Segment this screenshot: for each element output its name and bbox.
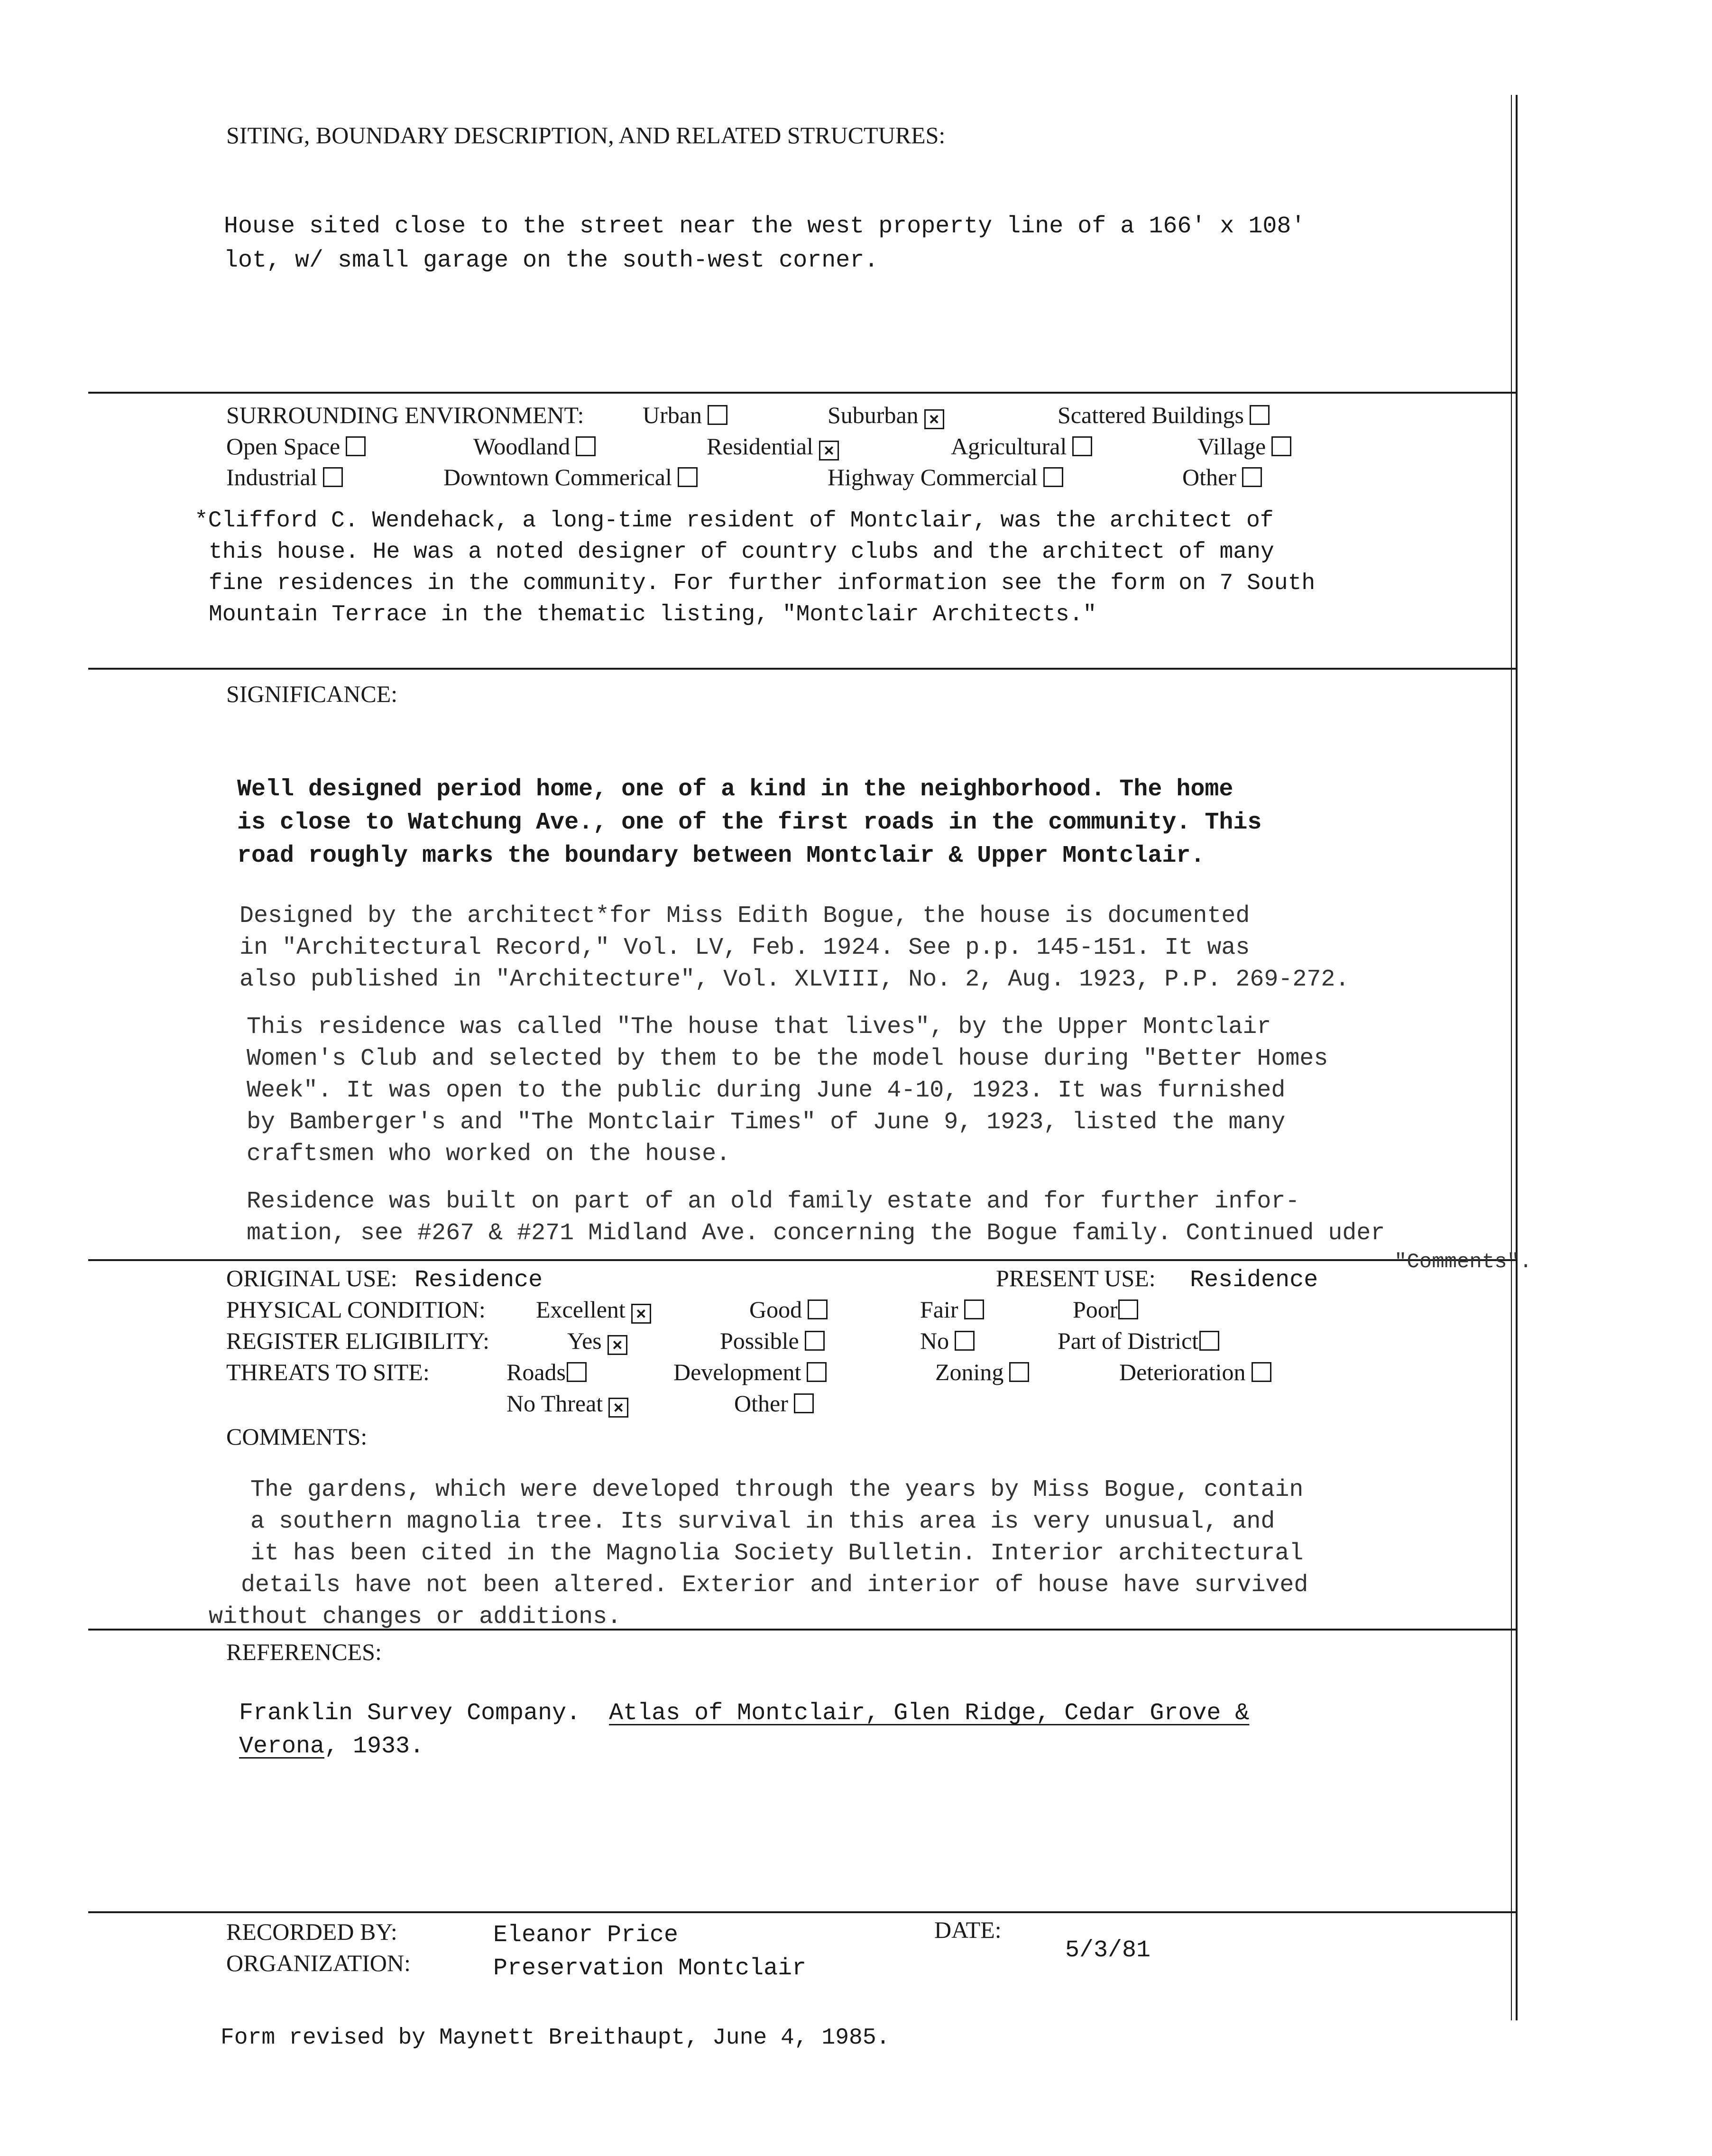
present-use (996, 1262, 1318, 1296)
comments-text (209, 1474, 1308, 1633)
condition-poor: Poor (1073, 1294, 1138, 1325)
checkbox-industrial[interactable] (323, 467, 343, 487)
eligibility-yes: Yes × (567, 1325, 627, 1356)
condition-label: PHYSICAL CONDITION: (226, 1296, 486, 1323)
checkbox-scattered-buildings[interactable] (1250, 405, 1270, 425)
env-scattered: Scattered Buildings (1058, 399, 1270, 431)
eligibility-label: REGISTER ELIGIBILITY: (226, 1327, 490, 1354)
significance-line: Residence was built on part of an old family estate and for further infor- (247, 1188, 1300, 1215)
significance-line: road roughly marks the boundary between Montclair & Upper Montclair. (237, 842, 1205, 869)
significance-para-3 (247, 1011, 1328, 1170)
condition-excellent: Excellent × (536, 1294, 651, 1325)
env-open-space: Open Space (226, 431, 366, 462)
threat-roads: Roads (506, 1356, 587, 1388)
organization-label: ORGANIZATION: (226, 1950, 411, 1976)
reference-entry (239, 1697, 1249, 1763)
checkbox-yes[interactable]: × (607, 1335, 627, 1355)
divider-footer (88, 1911, 1518, 1913)
condition-good: Good (749, 1294, 828, 1325)
significance-para-1 (237, 773, 1261, 873)
siting-text (224, 210, 1305, 278)
checkbox-suburban[interactable]: × (924, 409, 944, 429)
significance-line: mation, see #267 & #271 Midland Ave. concerning the Bogue family. Continued uder (247, 1220, 1385, 1247)
checkbox-residential[interactable]: × (819, 441, 839, 461)
comments-line: without changes or additions. (209, 1603, 622, 1631)
right-border-line (1516, 95, 1518, 2020)
architect-note-line: *Clifford C. Wendehack, a long-time resident of Montclair, was the architect of (194, 508, 1274, 534)
significance-para-2 (239, 900, 1349, 995)
recorded-by-label: RECORDED BY: (226, 1918, 397, 1945)
reference-title-cont: Verona (239, 1733, 325, 1760)
checkbox-development[interactable] (807, 1362, 827, 1382)
date-value: 5/3/81 (1065, 1937, 1151, 1964)
architect-note-line: this house. He was a noted designer of country clubs and the architect of many (209, 539, 1274, 565)
siting-heading: SITING, BOUNDARY DESCRIPTION, AND RELATED STRUCTURES: (226, 122, 946, 148)
comments-line: a southern magnolia tree. Its survival in this area is very unusual, and (250, 1508, 1275, 1535)
checkbox-excellent[interactable]: × (631, 1304, 651, 1324)
env-urban: Urban (643, 399, 727, 431)
checkbox-village[interactable] (1271, 436, 1291, 456)
reference-year: , 1933. (324, 1733, 424, 1760)
divider-significance (88, 668, 1518, 670)
architect-note-line: fine residences in the community. For further information see the form on 7 South (209, 571, 1316, 596)
original-use-value: Residence (414, 1267, 543, 1294)
significance-para-4 (247, 1186, 1385, 1249)
checkbox-agricultural[interactable] (1072, 436, 1092, 456)
right-border-line-inner (1511, 95, 1512, 2020)
env-suburban: Suburban × (828, 399, 944, 431)
significance-line: also published in "Architecture", Vol. XLVIII, No. 2, Aug. 1923, P.P. 269-272. (239, 966, 1350, 993)
checkbox-downtown-commercial[interactable] (678, 467, 698, 487)
significance-line: Week". It was open to the public during June 4-10, 1923. It was furnished (247, 1077, 1286, 1104)
env-other: Other (1182, 461, 1262, 493)
threats-label: THREATS TO SITE: (226, 1359, 430, 1385)
architect-note (194, 505, 1315, 630)
env-industrial: Industrial (226, 461, 343, 493)
checkbox-no[interactable] (955, 1331, 975, 1351)
checkbox-no-threat[interactable]: × (608, 1398, 628, 1418)
environment-heading: SURROUNDING ENVIRONMENT: (226, 402, 584, 428)
checkbox-deterioration[interactable] (1252, 1362, 1271, 1382)
env-agricultural: Agricultural (951, 431, 1092, 462)
checkbox-fair[interactable] (964, 1299, 984, 1319)
checkbox-urban[interactable] (708, 405, 727, 425)
reference-title: Atlas of Montclair, Glen Ridge, Cedar Grove & (609, 1700, 1250, 1727)
checkbox-part-of-district[interactable] (1199, 1331, 1219, 1351)
comments-line: The gardens, which were developed through the years by Miss Bogue, contain (250, 1476, 1304, 1503)
form-revised-note: Form revised by Maynett Breithaupt, June 4, 1985. (221, 2025, 890, 2051)
present-use-value: Residence (1190, 1267, 1318, 1294)
significance-line: Designed by the architect*for Miss Edith Bogue, the house is documented (239, 903, 1250, 930)
env-highway: Highway Commercial (828, 461, 1063, 493)
checkbox-woodland[interactable] (576, 436, 596, 456)
comments-heading: COMMENTS: (226, 1423, 368, 1450)
checkbox-possible[interactable] (805, 1331, 825, 1351)
original-use (226, 1262, 543, 1296)
threat-zoning: Zoning (935, 1356, 1029, 1388)
references-heading: REFERENCES: (226, 1639, 382, 1665)
eligibility-district: Part of District (1058, 1325, 1219, 1356)
significance-line: craftsmen who worked on the house. (247, 1141, 731, 1168)
architect-note-line: Mountain Terrace in the thematic listing, "Montclair Architects." (209, 602, 1097, 627)
divider-status (88, 1259, 1518, 1261)
checkbox-good[interactable] (808, 1299, 828, 1319)
recorded-by-value: Eleanor Price (493, 1922, 679, 1949)
checkbox-open-space[interactable] (346, 436, 366, 456)
significance-line: Well designed period home, one of a kind in the neighborhood. The home (237, 776, 1233, 803)
significance-continued: "Comments". (1394, 1250, 1532, 1274)
checkbox-poor[interactable] (1118, 1299, 1138, 1319)
significance-line: This residence was called "The house that lives", by the Upper Montclair (247, 1014, 1271, 1041)
checkbox-other-environment[interactable] (1242, 467, 1262, 487)
reference-author: Franklin Survey Company. (239, 1700, 581, 1727)
significance-line: Women's Club and selected by them to be the model house during "Better Homes (247, 1045, 1328, 1072)
siting-line: House sited close to the street near the west property line of a 166' x 108' (224, 213, 1306, 240)
divider-environment (88, 392, 1518, 394)
checkbox-roads[interactable] (567, 1362, 587, 1382)
comments-line: it has been cited in the Magnolia Society Bulletin. Interior architectural (250, 1540, 1304, 1567)
original-use-label: ORIGINAL USE: (226, 1265, 397, 1291)
eligibility-possible: Possible (720, 1325, 825, 1356)
present-use-label: PRESENT USE: (996, 1265, 1156, 1291)
env-woodland: Woodland (473, 431, 596, 462)
significance-line: is close to Watchung Ave., one of the first roads in the community. This (237, 809, 1262, 836)
comments-line: details have not been altered. Exterior and interior of house have survived (241, 1572, 1308, 1599)
eligibility-no: No (920, 1325, 975, 1356)
significance-line: by Bamberger's and "The Montclair Times" of June 9, 1923, listed the many (247, 1109, 1286, 1136)
env-village: Village (1197, 431, 1291, 462)
siting-line: lot, w/ small garage on the south-west corner. (224, 247, 879, 274)
threat-other: Other (734, 1388, 814, 1419)
checkbox-highway-commercial[interactable] (1043, 467, 1063, 487)
threat-deterioration: Deterioration (1119, 1356, 1271, 1388)
env-residential: Residential × (707, 431, 839, 462)
checkbox-other-threat[interactable] (794, 1393, 814, 1413)
date-label: DATE: (934, 1916, 1002, 1943)
checkbox-zoning[interactable] (1009, 1362, 1029, 1382)
condition-fair: Fair (920, 1294, 984, 1325)
organization-value: Preservation Montclair (493, 1955, 807, 1982)
threat-development: Development (673, 1356, 827, 1388)
threat-no-threat: No Threat × (506, 1388, 628, 1419)
significance-heading: SIGNIFICANCE: (226, 681, 398, 707)
env-downtown: Downtown Commerical (443, 461, 698, 493)
significance-line: in "Architectural Record," Vol. LV, Feb. 1924. See p.p. 145-151. It was (239, 934, 1250, 961)
